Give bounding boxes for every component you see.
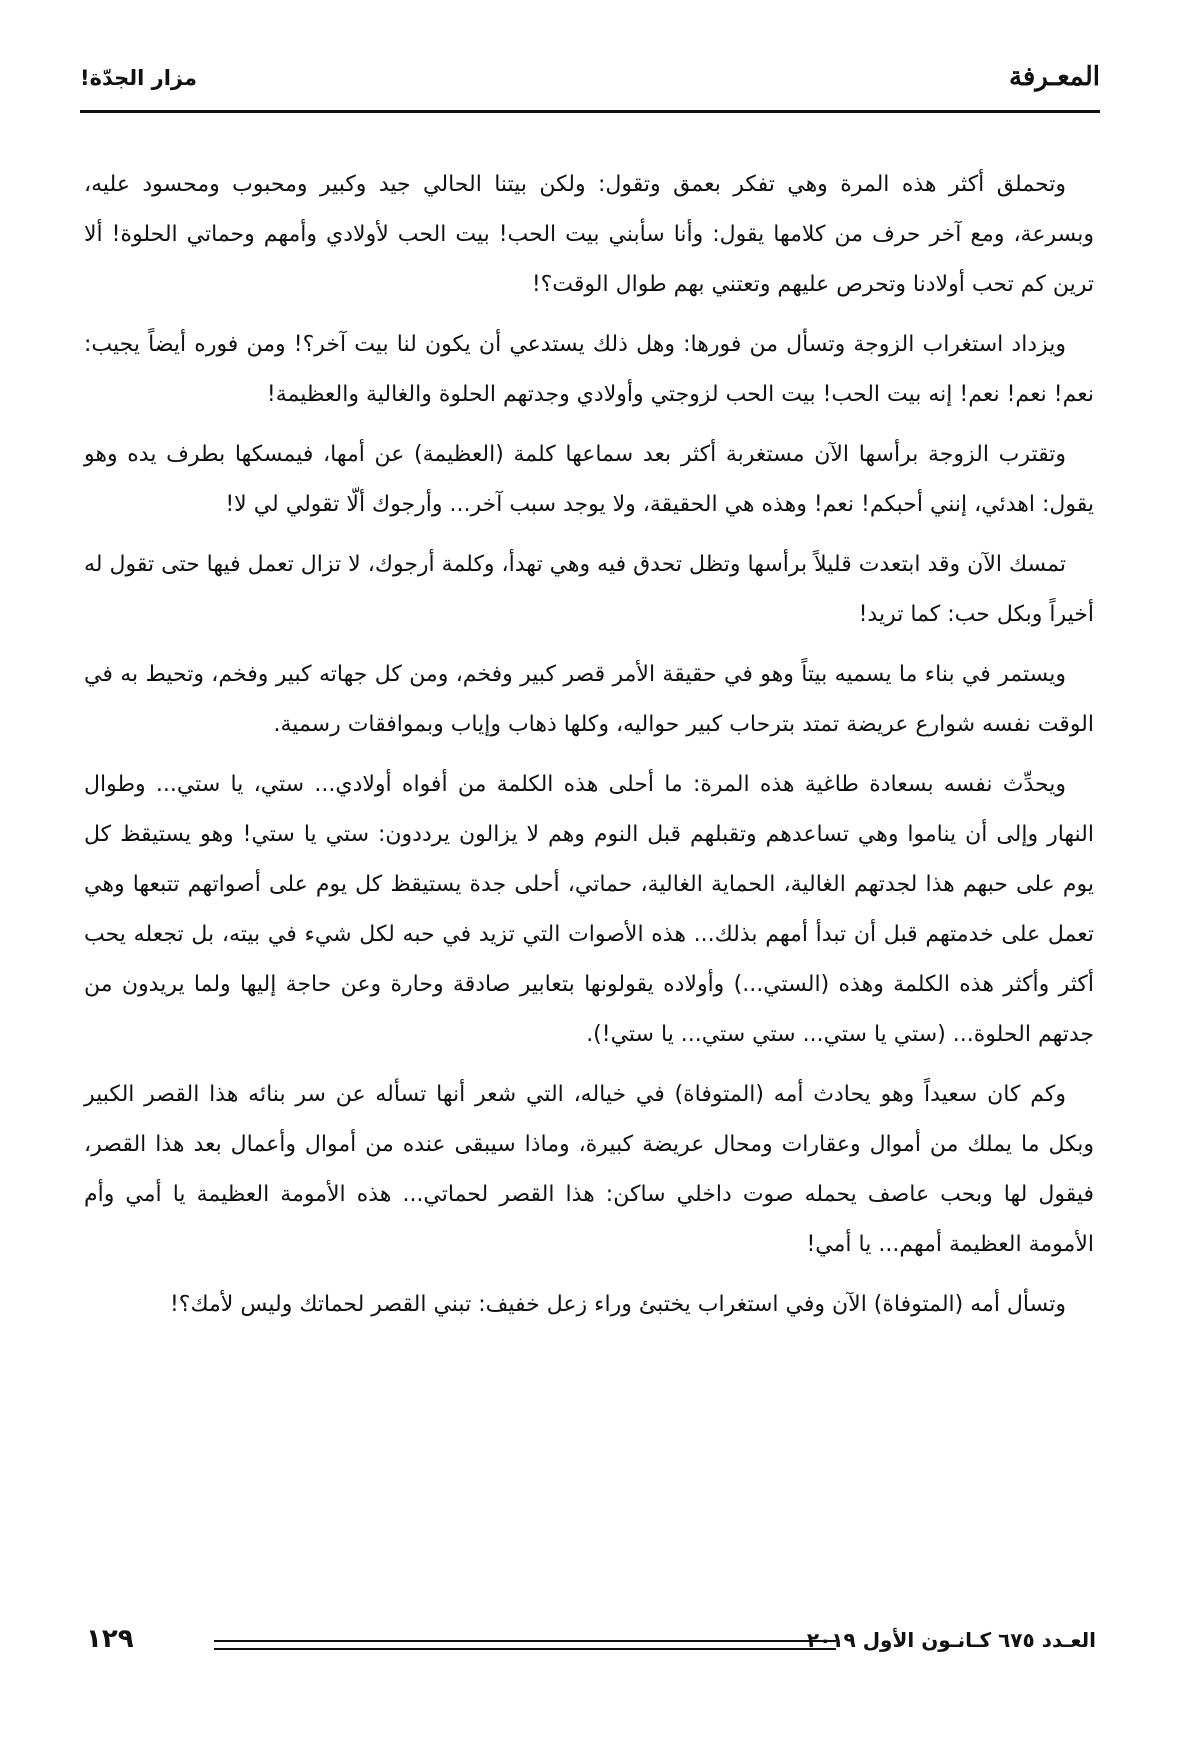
- paragraph: وكم كان سعيداً وهو يحادث أمه (المتوفاة) في خياله، التي شعر أنها تسأله عن سر بنائه هذا القصر الكبير وبكل ما يملك من أموال وعقارات ومحال عريضة كبيرة، وماذا سيبقى عنده من أموال وأعمال بعد هذا القصر، فيقول لها وبحب عاصف يحمله صوت داخلي ساكن: هذا القصر لحماتي... هذه الأمومة العظيمة يا أمي وأم الأمومة العظيمة أمهم... يا أمي!: [84, 1082, 1094, 1257]
- paragraph: ويزداد استغراب الزوجة وتسأل من فورها: وهل ذلك يستدعي أن يكون لنا بيت آخر؟! ومن فوره أيضاً يجيب: نعم! نعم! نعم! إنه بيت الحب! بيت الحب لزوجتي وأولادي وجدتهم الحلوة والغالية والعظيمة!: [84, 332, 1094, 407]
- article-title: مزار الجدّة!: [80, 66, 197, 90]
- header-divider: [80, 110, 1100, 113]
- paragraph: ويحدِّث نفسه بسعادة طاغية هذه المرة: ما أحلى هذه الكلمة من أفواه أولادي... ستي، يا ستي... وطوال النهار وإلى أن يناموا وهي تساعدهم وتقبلهم قبل النوم وهم لا يزالون يرددون: ستي يا ستي! وهو يستيقظ كل يوم على حبهم هذا لجدتهم الغالية، الحماية الغالية، حماتي، أحلى جدة يستيقظ كل يوم على أصواتهم تتبعها وهي تعمل على خدمتهم قبل أن تبدأ أمهم بذلك... هذه الأصوات التي تزيد في حبه لكل شيء في بيته، بل تجعله يحب أكثر وأكثر هذه الكلمة وهذه (الستي...) وأولاده يقولونها بتعابير صادقة وحارة وعن حاجة إليها ولما يريدون من جدتهم الحلوة... (ستي يا ستي... ستي ستي... يا ستي!).: [84, 772, 1094, 1047]
- paragraph: وتقترب الزوجة برأسها الآن مستغربة أكثر بعد سماعها كلمة (العظيمة) عن أمها، فيمسكها بطرف يده وهو يقول: اهدئي، إنني أحبكم! نعم! وهذه هي الحقيقة، ولا يوجد سبب آخر... وأرجوك ألّا تقولي لي لا!: [84, 442, 1094, 517]
- paragraph: وتحملق أكثر هذه المرة وهي تفكر بعمق وتقول: ولكن بيتنا الحالي جيد وكبير ومحبوب ومحسود عليه، وبسرعة، ومع آخر حرف من كلامها يقول: وأنا سأبني بيت الحب! بيت الحب لأولادي وأمهم وحماتي الحلوة! ألا ترين كم تحب أولادنا وتحرص عليهم وتعتني بهم طوال الوقت؟!: [84, 172, 1094, 297]
- paragraph: ويستمر في بناء ما يسميه بيتاً وهو في حقيقة الأمر قصر كبير وفخم، ومن كل جهاته كبير وفخم، وتحيط به في الوقت نفسه شوارع عريضة تمتد بترحاب كبير حواليه، وكلها ذهاب وإياب وبموافقات رسمية.: [84, 662, 1094, 737]
- paragraph: وتسأل أمه (المتوفاة) الآن وفي استغراب يختبئ وراء زعل خفيف: تبني القصر لحماتك وليس لأمك؟!: [169, 1292, 1066, 1317]
- footer-divider: [214, 1640, 836, 1650]
- page-footer: [86, 1624, 1096, 1668]
- article-body: [84, 160, 1094, 1340]
- page-header: [80, 62, 1100, 102]
- paragraph: تمسك الآن وقد ابتعدت قليلاً برأسها وتظل تحدق فيه وهي تهدأ، وكلمة أرجوك، لا تزال تعمل فيها حتى تقول له أخيراً وبكل حب: كما تريد!: [84, 552, 1094, 627]
- magazine-name: المعـرفة: [1008, 62, 1100, 92]
- issue-info: العـدد ٦٧٥ كـانـون الأول ٢٠١٩: [806, 1628, 1096, 1652]
- page-number: ١٢٩: [86, 1624, 134, 1654]
